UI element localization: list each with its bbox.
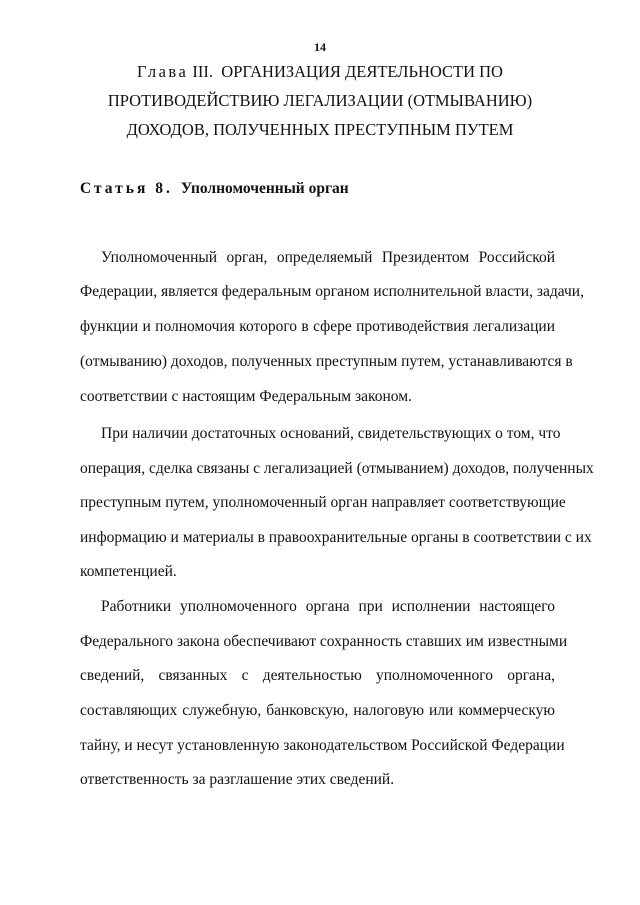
article-title: Уполномоченный орган <box>180 180 349 197</box>
chapter-title-line <box>0 62 640 82</box>
paragraph-line: Федерального закона обеспечивают сохранность ставших им известными <box>80 633 568 650</box>
chapter-title-text: ОРГАНИЗАЦИЯ ДЕЯТЕЛЬНОСТИ ПО <box>221 62 503 81</box>
paragraph-line: преступным путем, уполномоченный орган направляет соответствующие <box>80 494 566 511</box>
chapter-label: Глава <box>137 62 189 81</box>
paragraph-line: Работники уполномоченного органа при исполнении настоящего <box>101 598 555 615</box>
paragraph-line: операция, сделка связаны с легализацией (отмыванием) доходов, полученных <box>80 460 594 477</box>
paragraph-line: (отмыванию) доходов, полученных преступным путем, устанавливаются в <box>80 353 573 370</box>
paragraph-line: Уполномоченный орган, определяемый Президентом Российской <box>101 249 555 266</box>
chapter-title-line: ПРОТИВОДЕЙСТВИЮ ЛЕГАЛИЗАЦИИ (ОТМЫВАНИЮ) <box>107 91 533 110</box>
article-label: Статья 8. <box>80 180 173 197</box>
paragraph-line: При наличии достаточных оснований, свидетельствующих о том, что <box>101 425 561 442</box>
paragraph-line: информацию и материалы в правоохранительные органы в соответствии с их <box>80 529 592 546</box>
paragraph-line: тайну, и несут установленную законодательством Российской Федерации <box>80 737 565 754</box>
chapter-title-line: ДОХОДОВ, ПОЛУЧЕННЫХ ПРЕСТУПНЫМ ПУТЕМ <box>126 120 514 139</box>
chapter-number: III. <box>192 62 214 81</box>
paragraph-line: соответствии с настоящим Федеральным законом. <box>80 388 412 405</box>
page-number: 14 <box>314 40 326 54</box>
paragraph-line: функции и полномочия которого в сфере противодействия легализации <box>80 318 555 335</box>
paragraph-line: составляющих служебную, банковскую, налоговую или коммерческую <box>80 702 555 719</box>
paragraph-line: сведений, связанных с деятельностью уполномоченного органа, <box>80 667 555 684</box>
paragraph-line: компетенцией. <box>80 563 177 580</box>
article-heading <box>80 180 349 198</box>
paragraph-line: ответственность за разглашение этих сведений. <box>80 771 395 788</box>
paragraph-line: Федерации, является федеральным органом исполнительной власти, задачи, <box>80 283 584 300</box>
